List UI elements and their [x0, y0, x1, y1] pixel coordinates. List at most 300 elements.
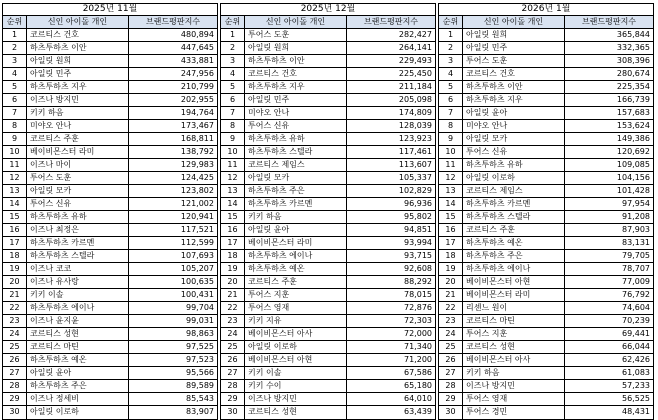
rank-cell: 18 [221, 250, 245, 262]
rank-cell: 19 [221, 263, 245, 275]
name-cell: 아일릿 모카 [27, 185, 129, 197]
table-row [3, 328, 217, 341]
score-cell: 70,239 [622, 316, 650, 325]
name-cell: 투어스 영재 [245, 302, 347, 314]
name-cell: 아일릿 이로하 [27, 406, 129, 419]
table-row [439, 406, 653, 419]
rank-cell: 23 [221, 315, 245, 327]
rank-cell: 24 [221, 328, 245, 340]
score-cell: 113,607 [398, 160, 432, 169]
score-cell: 102,829 [398, 186, 432, 195]
rank-cell: 20 [439, 276, 463, 288]
name-cell: 투어스 경민 [463, 406, 565, 419]
table-row [3, 406, 217, 419]
score-cell: 83,131 [622, 238, 650, 247]
name-cell: 아일릿 윤아 [463, 107, 565, 119]
name-cell: 하츠투하츠 지우 [245, 81, 347, 93]
score-cell: 69,441 [622, 329, 650, 338]
rank-cell: 4 [439, 68, 463, 80]
name-cell: 키키 이솔 [245, 367, 347, 379]
score-cell: 71,200 [404, 355, 432, 364]
rank-cell: 14 [439, 198, 463, 210]
name-cell: 하츠투하츠 카르멘 [27, 237, 129, 249]
name-cell: 키키 하음 [245, 211, 347, 223]
rank-cell: 1 [221, 29, 245, 41]
rank-cell: 21 [221, 289, 245, 301]
rank-cell: 2 [221, 42, 245, 54]
table-row [439, 276, 653, 289]
table-row [221, 172, 435, 185]
score-cell: 72,303 [404, 316, 432, 325]
name-cell: 베이비몬스터 아사 [463, 354, 565, 366]
table-row [439, 172, 653, 185]
rank-cell: 9 [221, 133, 245, 145]
name-cell: 하츠투하츠 에이나 [27, 302, 129, 314]
name-cell: 코르티스 마틴 [463, 315, 565, 327]
rank-cell: 19 [439, 263, 463, 275]
rank-cell: 7 [221, 107, 245, 119]
rank-cell: 4 [3, 68, 27, 80]
score-cell: 92,608 [404, 264, 432, 273]
score-cell: 117,461 [398, 147, 432, 156]
rank-cell: 25 [221, 341, 245, 353]
score-cell: 153,624 [616, 121, 650, 130]
table-row [221, 302, 435, 315]
rank-cell: 20 [221, 276, 245, 288]
table-row [439, 237, 653, 250]
name-cell: 이즈나 윤지윤 [27, 315, 129, 327]
table-row [439, 198, 653, 211]
table-row [3, 68, 217, 81]
name-cell: 아일릿 윤아 [245, 224, 347, 236]
table-row [221, 393, 435, 406]
table-row [221, 133, 435, 146]
score-cell: 210,799 [180, 82, 214, 91]
rank-cell: 25 [439, 341, 463, 353]
score-cell: 121,002 [180, 199, 214, 208]
rank-cell: 22 [221, 302, 245, 314]
name-cell: 베이비몬스터 아현 [463, 276, 565, 288]
name-cell: 하츠투하츠 이안 [27, 42, 129, 54]
table-row [3, 341, 217, 354]
score-cell: 97,523 [186, 355, 214, 364]
score-cell: 105,207 [180, 264, 214, 273]
score-cell: 166,739 [616, 95, 650, 104]
name-cell: 키키 지유 [245, 315, 347, 327]
score-cell: 225,450 [398, 69, 432, 78]
rank-cell: 22 [439, 302, 463, 314]
table-row [439, 393, 653, 406]
table-row [221, 250, 435, 263]
score-cell: 83,907 [186, 407, 214, 416]
rank-cell: 11 [439, 159, 463, 171]
table-row [439, 380, 653, 393]
name-cell: 투어스 도훈 [463, 55, 565, 67]
score-cell: 120,941 [180, 212, 214, 221]
name-cell: 하츠투하츠 카르멘 [463, 198, 565, 210]
score-cell: 57,233 [622, 381, 650, 390]
table-row [221, 354, 435, 367]
score-cell: 433,881 [180, 56, 214, 65]
table-row [221, 55, 435, 68]
table-row [221, 159, 435, 172]
rank-cell: 2 [3, 42, 27, 54]
table-row [3, 133, 217, 146]
score-cell: 107,693 [180, 251, 214, 260]
score-cell: 64,010 [404, 394, 432, 403]
table-row [221, 198, 435, 211]
table-row [221, 380, 435, 393]
table-row [221, 237, 435, 250]
table-row [3, 263, 217, 276]
name-cell: 이즈나 방지민 [245, 393, 347, 405]
rank-cell: 11 [221, 159, 245, 171]
ranking-table [438, 3, 654, 420]
score-cell: 129,983 [180, 160, 214, 169]
rank-cell: 7 [3, 107, 27, 119]
table-row [221, 29, 435, 42]
name-cell: 베이비몬스터 아현 [245, 354, 347, 366]
name-cell: 아일릿 모카 [463, 133, 565, 145]
score-cell: 66,044 [622, 342, 650, 351]
score-cell: 100,431 [180, 290, 214, 299]
table-row [439, 120, 653, 133]
table-row [221, 211, 435, 224]
table-row [221, 406, 435, 419]
score-cell: 65,180 [404, 381, 432, 390]
score-cell: 56,525 [622, 394, 650, 403]
table-row [439, 107, 653, 120]
score-cell: 229,493 [398, 56, 432, 65]
period-title: 2025년 11월 [3, 4, 217, 16]
name-cell: 이즈나 방지민 [463, 380, 565, 392]
score-cell: 91,208 [622, 212, 650, 221]
score-cell: 100,635 [180, 277, 214, 286]
score-cell: 157,683 [616, 108, 650, 117]
name-cell: 하츠투하츠 에이나 [463, 263, 565, 275]
score-cell: 138,792 [180, 147, 214, 156]
ranking-table [2, 3, 218, 420]
rank-cell: 13 [221, 185, 245, 197]
rank-cell: 13 [439, 185, 463, 197]
rank-cell: 27 [439, 367, 463, 379]
score-cell: 99,031 [186, 316, 214, 325]
rank-cell: 24 [3, 328, 27, 340]
table-row [439, 224, 653, 237]
score-cell: 105,337 [398, 173, 432, 182]
rank-cell: 16 [439, 224, 463, 236]
table-row [3, 289, 217, 302]
score-cell: 168,811 [180, 134, 214, 143]
header-score: 브랜드평판지수 [581, 17, 637, 26]
rank-cell: 3 [439, 55, 463, 67]
rank-cell: 27 [3, 367, 27, 379]
score-cell: 211,184 [398, 82, 432, 91]
name-cell: 코르티스 제임스 [463, 185, 565, 197]
rank-cell: 3 [221, 55, 245, 67]
period-title: 2026년 1월 [439, 4, 653, 16]
score-cell: 109,085 [616, 160, 650, 169]
name-cell: 이즈나 코코 [27, 263, 129, 275]
name-cell: 투어스 신유 [27, 198, 129, 210]
name-cell: 하츠투하츠 스텔라 [463, 211, 565, 223]
score-cell: 95,802 [404, 212, 432, 221]
score-cell: 202,955 [180, 95, 214, 104]
score-cell: 93,715 [404, 251, 432, 260]
rank-cell: 5 [3, 81, 27, 93]
score-cell: 71,340 [404, 342, 432, 351]
name-cell: 하츠투하츠 지우 [463, 94, 565, 106]
rank-cell: 16 [3, 224, 27, 236]
table-row [3, 276, 217, 289]
table-row [439, 146, 653, 159]
score-cell: 77,009 [622, 277, 650, 286]
name-cell: 이즈나 방지민 [27, 94, 129, 106]
table-row [3, 302, 217, 315]
score-cell: 280,674 [616, 69, 650, 78]
name-cell: 투어스 신유 [245, 120, 347, 132]
rank-cell: 7 [439, 107, 463, 119]
name-cell: 이즈나 유사랑 [27, 276, 129, 288]
header-name: 신인 아이돌 개인 [27, 16, 129, 28]
score-cell: 88,292 [404, 277, 432, 286]
score-cell: 194,764 [180, 108, 214, 117]
score-cell: 94,851 [404, 225, 432, 234]
name-cell: 하츠투하츠 카르멘 [245, 198, 347, 210]
table-row [221, 42, 435, 55]
table-row [439, 315, 653, 328]
name-cell: 베이비몬스터 아사 [245, 328, 347, 340]
table-row [3, 211, 217, 224]
name-cell: 아일릿 민주 [463, 42, 565, 54]
name-cell: 이즈나 정세비 [27, 393, 129, 405]
name-cell: 아일릿 이로하 [245, 341, 347, 353]
name-cell: 코르티스 성현 [463, 341, 565, 353]
name-cell: 코르티스 성현 [245, 406, 347, 419]
table-row [439, 55, 653, 68]
rank-cell: 15 [439, 211, 463, 223]
rank-cell: 17 [3, 237, 27, 249]
name-cell: 하츠투하츠 유하 [463, 159, 565, 171]
name-cell: 투어스 도훈 [27, 172, 129, 184]
name-cell: 하츠투하츠 지우 [27, 81, 129, 93]
score-cell: 123,802 [180, 186, 214, 195]
name-cell: 키키 하음 [463, 367, 565, 379]
table-row [221, 289, 435, 302]
name-cell: 미야오 안나 [27, 120, 129, 132]
rank-cell: 17 [221, 237, 245, 249]
table-row [439, 328, 653, 341]
name-cell: 베이비몬스터 라미 [463, 289, 565, 301]
score-cell: 87,903 [622, 225, 650, 234]
table-row [3, 237, 217, 250]
table-row [221, 276, 435, 289]
name-cell: 이즈나 최정은 [27, 224, 129, 236]
name-cell: 코르티스 건호 [27, 29, 129, 41]
table-row [439, 68, 653, 81]
table-row [3, 172, 217, 185]
table-row [439, 94, 653, 107]
table-row [439, 133, 653, 146]
header-score: 브랜드평판지수 [363, 17, 419, 26]
score-cell: 79,705 [622, 251, 650, 260]
name-cell: 아일릿 이로하 [463, 172, 565, 184]
table-row [221, 263, 435, 276]
table-row [439, 185, 653, 198]
table-row [221, 341, 435, 354]
score-cell: 99,704 [186, 303, 214, 312]
table-row [3, 380, 217, 393]
name-cell: 투어스 신유 [463, 146, 565, 158]
name-cell: 코르티스 주훈 [245, 276, 347, 288]
score-cell: 480,894 [180, 30, 214, 39]
table-row [3, 107, 217, 120]
rank-cell: 19 [3, 263, 27, 275]
score-cell: 225,354 [616, 82, 650, 91]
rank-cell: 1 [3, 29, 27, 41]
table-row [439, 29, 653, 42]
name-cell: 투어스 도훈 [245, 29, 347, 41]
rank-cell: 12 [439, 172, 463, 184]
table-row [221, 224, 435, 237]
table-row [439, 211, 653, 224]
name-cell: 아일릿 모카 [245, 172, 347, 184]
rank-cell: 8 [3, 120, 27, 132]
score-cell: 76,792 [622, 290, 650, 299]
rank-cell: 5 [221, 81, 245, 93]
name-cell: 하츠투하츠 에이나 [245, 250, 347, 262]
name-cell: 하츠투하츠 스텔라 [245, 146, 347, 158]
score-cell: 264,141 [398, 43, 432, 52]
table-row [3, 198, 217, 211]
score-cell: 98,863 [186, 329, 214, 338]
table-row [3, 393, 217, 406]
rank-cell: 26 [3, 354, 27, 366]
name-cell: 아일릿 민주 [245, 94, 347, 106]
rank-cell: 30 [221, 406, 245, 419]
name-cell: 키키 수이 [245, 380, 347, 392]
rank-cell: 4 [221, 68, 245, 80]
rank-cell: 3 [3, 55, 27, 67]
table-row [439, 367, 653, 380]
score-cell: 447,645 [180, 43, 214, 52]
score-cell: 365,844 [616, 30, 650, 39]
table-row [221, 120, 435, 133]
rank-cell: 26 [221, 354, 245, 366]
table-row [3, 367, 217, 380]
score-cell: 120,692 [616, 147, 650, 156]
table-row [3, 42, 217, 55]
rank-cell: 6 [3, 94, 27, 106]
rank-cell: 15 [3, 211, 27, 223]
rank-cell: 28 [439, 380, 463, 392]
rank-cell: 29 [439, 393, 463, 405]
rank-cell: 25 [3, 341, 27, 353]
score-cell: 117,521 [180, 225, 214, 234]
score-cell: 174,809 [398, 108, 432, 117]
name-cell: 키키 하음 [27, 107, 129, 119]
name-cell: 코르티스 마틴 [27, 341, 129, 353]
table-row [3, 315, 217, 328]
table-row [221, 94, 435, 107]
rank-cell: 11 [3, 159, 27, 171]
rank-cell: 28 [221, 380, 245, 392]
rank-cell: 17 [439, 237, 463, 249]
name-cell: 하츠투하츠 주은 [463, 250, 565, 262]
table-row [221, 107, 435, 120]
ranking-table [220, 3, 436, 420]
name-cell: 코르티스 건호 [463, 68, 565, 80]
rank-cell: 5 [439, 81, 463, 93]
score-cell: 101,428 [616, 186, 650, 195]
header-rank: 순위 [221, 16, 245, 28]
score-cell: 78,707 [622, 264, 650, 273]
name-cell: 하츠투하츠 예온 [27, 354, 129, 366]
name-cell: 하츠투하츠 유하 [27, 211, 129, 223]
score-cell: 74,604 [622, 303, 650, 312]
table-row [3, 81, 217, 94]
score-cell: 173,467 [180, 121, 214, 130]
table-row [3, 354, 217, 367]
name-cell: 투어스 영재 [463, 393, 565, 405]
header-rank: 순위 [3, 16, 27, 28]
table-header-row [3, 16, 217, 29]
table-row [3, 250, 217, 263]
score-cell: 332,365 [616, 43, 650, 52]
score-cell: 62,426 [622, 355, 650, 364]
rank-cell: 30 [3, 406, 27, 419]
header-name: 신인 아이돌 개인 [463, 16, 565, 28]
table-row [3, 159, 217, 172]
table-row [439, 341, 653, 354]
table-header-row [439, 16, 653, 29]
name-cell: 베이비몬스터 라미 [27, 146, 129, 158]
rank-cell: 12 [221, 172, 245, 184]
table-row [439, 42, 653, 55]
rank-cell: 21 [439, 289, 463, 301]
rank-cell: 1 [439, 29, 463, 41]
rank-cell: 15 [221, 211, 245, 223]
rank-cell: 10 [439, 146, 463, 158]
score-cell: 247,956 [180, 69, 214, 78]
table-row [221, 367, 435, 380]
score-cell: 97,954 [622, 199, 650, 208]
table-row [3, 29, 217, 42]
rank-cell: 14 [221, 198, 245, 210]
rank-cell: 23 [3, 315, 27, 327]
score-cell: 95,566 [186, 368, 214, 377]
table-row [221, 315, 435, 328]
score-cell: 104,156 [616, 173, 650, 182]
score-cell: 112,599 [180, 238, 214, 247]
header-rank: 순위 [439, 16, 463, 28]
name-cell: 미야오 안나 [245, 107, 347, 119]
name-cell: 코르티스 성현 [27, 328, 129, 340]
name-cell: 하츠투하츠 이안 [245, 55, 347, 67]
score-cell: 78,015 [404, 290, 432, 299]
table-row [439, 81, 653, 94]
name-cell: 아일릿 민주 [27, 68, 129, 80]
rank-cell: 29 [221, 393, 245, 405]
score-cell: 149,386 [616, 134, 650, 143]
name-cell: 투어스 지훈 [245, 289, 347, 301]
score-cell: 93,994 [404, 238, 432, 247]
name-cell: 키키 이솔 [27, 289, 129, 301]
rank-cell: 29 [3, 393, 27, 405]
table-row [439, 263, 653, 276]
name-cell: 코르티스 주훈 [463, 224, 565, 236]
rank-cell: 26 [439, 354, 463, 366]
